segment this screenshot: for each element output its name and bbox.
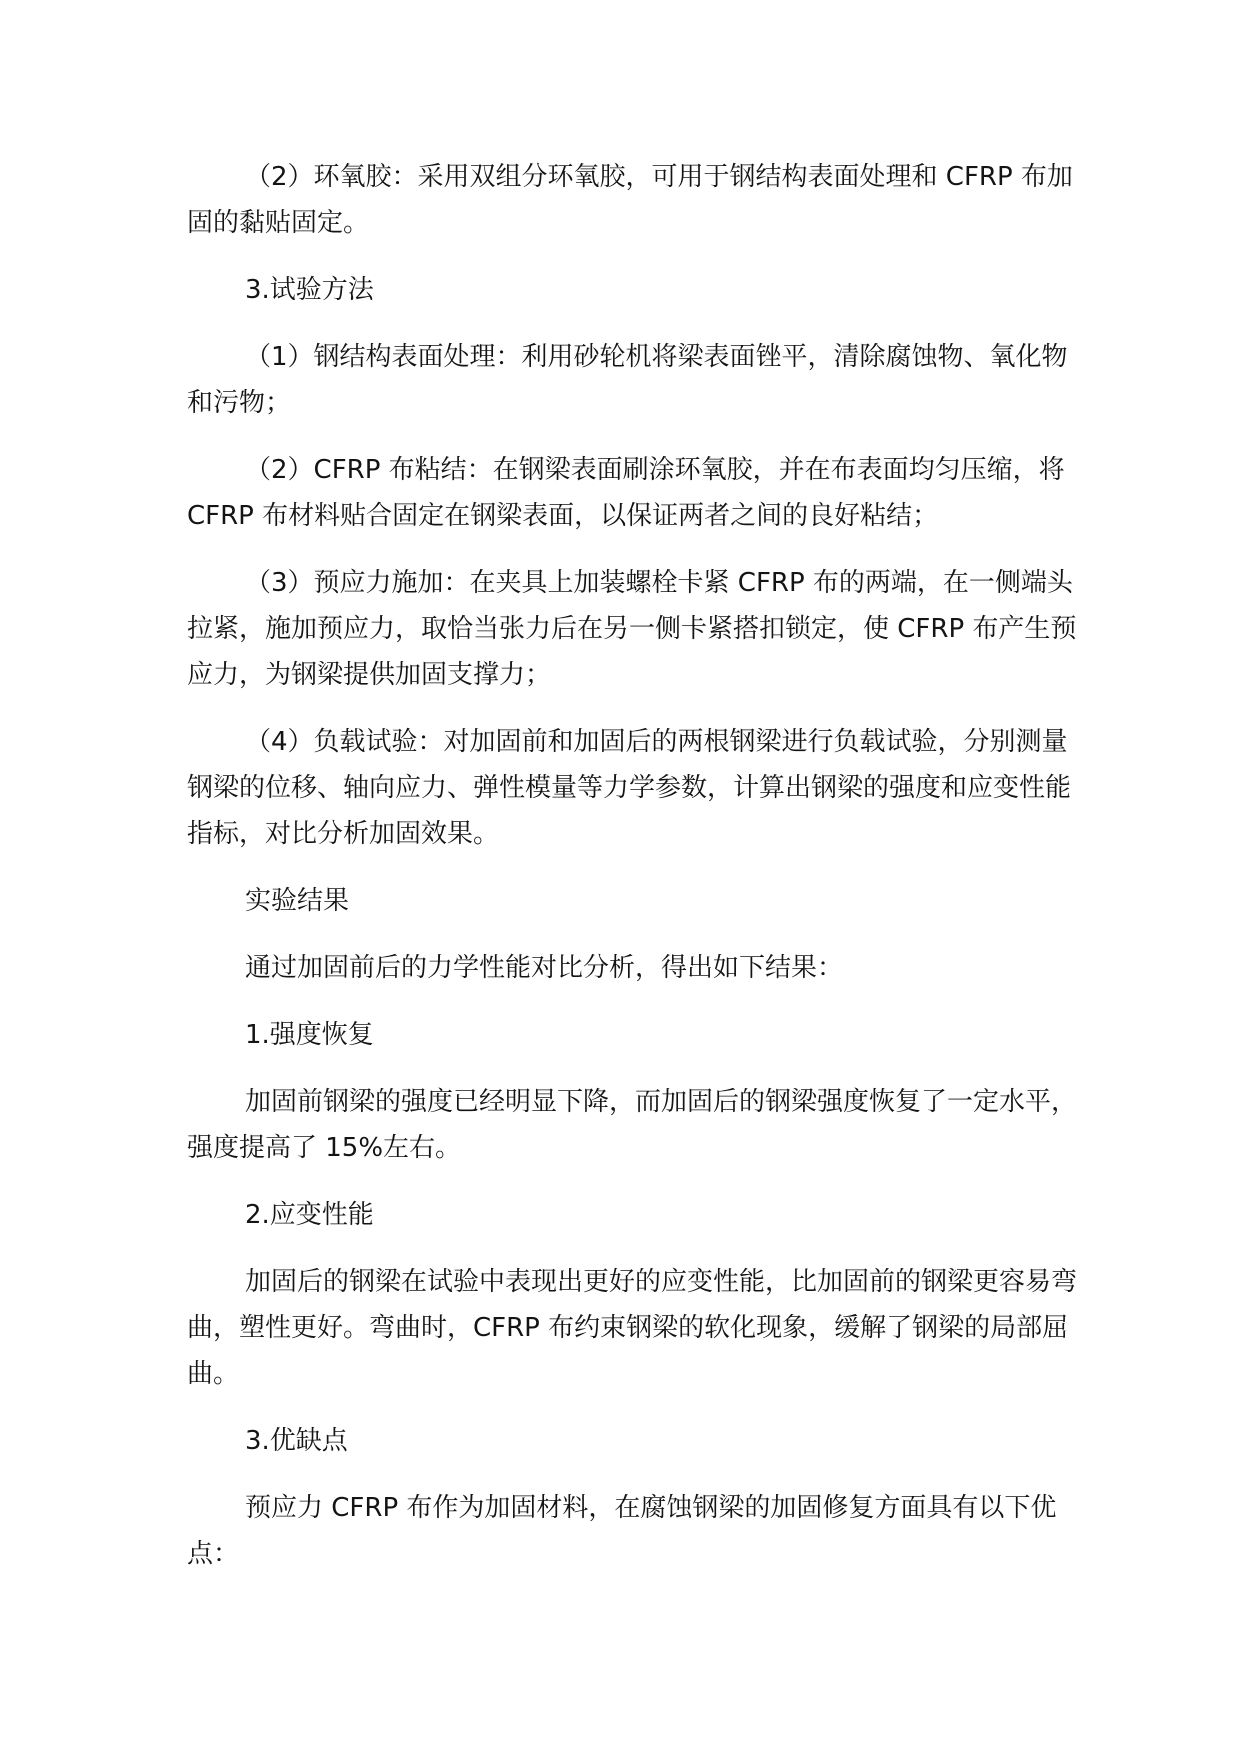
heading-pros-cons: 3.优缺点 xyxy=(245,1426,348,1456)
paragraph-advantages-intro: 预应力 CFRP 布作为加固材料，在腐蚀钢梁的加固修复方面具有以下优点： xyxy=(187,1493,1057,1569)
paragraph-cfrp-bonding: （2）CFRP 布粘结：在钢梁表面刷涂环氧胶，并在布表面均匀压缩，将 CFRP 布材料贴合固定在钢梁表面，以保证两者之间的良好粘结； xyxy=(187,455,1065,531)
paragraph-prestress: （3）预应力施加：在夹具上加装螺栓卡紧 CFRP 布的两端，在一侧端头拉紧，施加预应力，取恰当张力后在另一侧卡紧搭扣锁定，使 CFRP 布产生预应力，为钢梁提供加固支撑力； xyxy=(187,568,1077,690)
paragraph-epoxy: （2）环氧胶：采用双组分环氧胶，可用于钢结构表面处理和 CFRP 布加固的黏贴固定。 xyxy=(187,162,1073,238)
heading-results: 实验结果 xyxy=(245,886,350,916)
paragraph-load-test: （4）负载试验：对加固前和加固后的两根钢梁进行负载试验，分别测量钢梁的位移、轴向应力、弹性模量等力学参数，计算出钢梁的强度和应变性能指标，对比分析加固效果。 xyxy=(187,727,1072,849)
paragraph-strain-performance: 加固后的钢梁在试验中表现出更好的应变性能，比加固前的钢梁更容易弯曲，塑性更好。弯曲时，CFRP 布约束钢梁的软化现象，缓解了钢梁的局部屈曲。 xyxy=(187,1267,1078,1389)
paragraph-results-intro: 通过加固前后的力学性能对比分析，得出如下结果： xyxy=(245,953,844,983)
heading-strain-performance: 2.应变性能 xyxy=(245,1200,374,1230)
heading-test-method: 3.试验方法 xyxy=(245,275,374,305)
heading-strength-recovery: 1.强度恢复 xyxy=(245,1020,374,1050)
document-body xyxy=(187,154,1087,1577)
paragraph-surface-treatment: （1）钢结构表面处理：利用砂轮机将梁表面锉平，清除腐蚀物、氧化物和污物； xyxy=(187,342,1068,418)
paragraph-strength-recovery: 加固前钢梁的强度已经明显下降，而加固后的钢梁强度恢复了一定水平，强度提高了 15%左右。 xyxy=(187,1087,1078,1163)
